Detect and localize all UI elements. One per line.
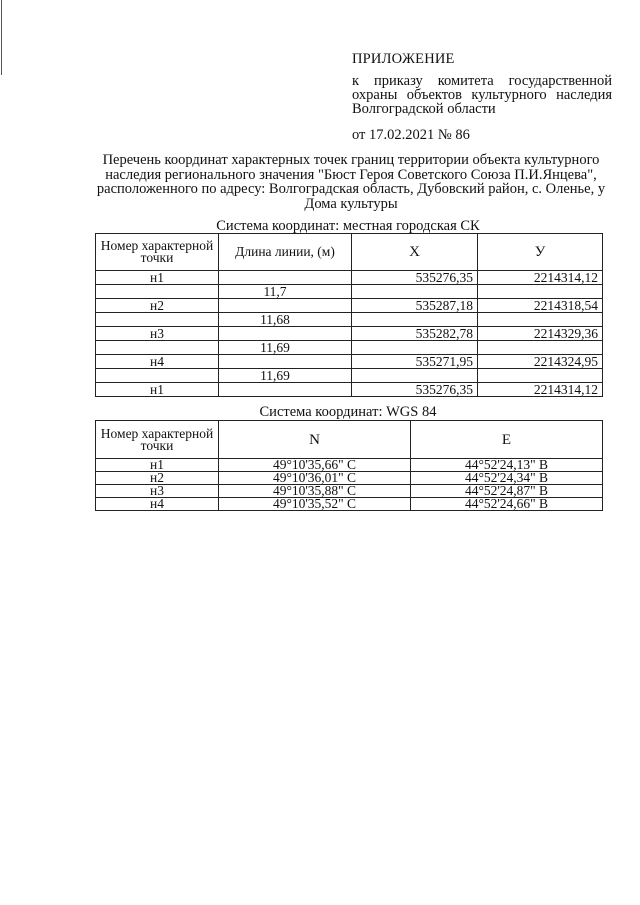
table-row (96, 313, 603, 327)
table-row (96, 299, 603, 313)
point-name: н1 (96, 271, 219, 285)
empty-cell (96, 285, 219, 299)
empty-cell (352, 341, 478, 355)
point-name: н4 (96, 498, 219, 511)
longitude-value: 44°52'24,66" В (411, 498, 603, 511)
document-title: Перечень координат характерных точек границ территории объекта культурного наследия регионального значения "Бюст Героя Советского Союза П.И.Янцева", расположенного по адресу: Волгоградская область, Дубовский район, с. Оленье, у Дома культуры (96, 152, 606, 212)
table-row (96, 355, 603, 369)
empty-cell (478, 285, 603, 299)
appendix-date: от 17.02.2021 № 86 (352, 127, 470, 143)
scan-edge-line (1, 0, 2, 75)
x-value: 535271,95 (352, 355, 478, 369)
header-y: У (478, 234, 603, 271)
empty-cell (478, 369, 603, 383)
empty-cell (352, 369, 478, 383)
empty-cell (96, 369, 219, 383)
longitude-value: 44°52'24,13" В (411, 459, 603, 472)
line-length-value: 11,69 (219, 369, 352, 383)
table-row (96, 383, 603, 397)
table-row (96, 285, 603, 299)
table-row (96, 498, 603, 511)
longitude-value: 44°52'24,87" В (411, 485, 603, 498)
header-x: X (352, 234, 478, 271)
wgs84-coordinates-table (95, 420, 603, 511)
line-length-value: 11,69 (219, 341, 352, 355)
empty-cell (219, 299, 352, 313)
header-latitude: N (219, 421, 411, 459)
y-value: 2214329,36 (478, 327, 603, 341)
latitude-value: 49°10'36,01" С (219, 472, 411, 485)
header-point-number: Номер характерной точки (96, 421, 219, 459)
table-row (96, 271, 603, 285)
wgs84-coordinate-system-caption: Система координат: WGS 84 (259, 404, 437, 420)
latitude-value: 49°10'35,52" С (219, 498, 411, 511)
line-length-value: 11,68 (219, 313, 352, 327)
header-line-length: Длина линии, (м) (219, 234, 352, 271)
local-coordinates-table (95, 233, 603, 397)
empty-cell (96, 313, 219, 327)
appendix-title: ПРИЛОЖЕНИЕ (352, 51, 455, 67)
header-longitude: E (411, 421, 603, 459)
table-header-row (96, 421, 603, 459)
point-name: н2 (96, 472, 219, 485)
table-row (96, 341, 603, 355)
point-name: н1 (96, 459, 219, 472)
empty-cell (352, 313, 478, 327)
local-coordinate-system-caption: Система координат: местная городская СК (216, 218, 480, 234)
y-value: 2214314,12 (478, 383, 603, 397)
empty-cell (478, 313, 603, 327)
point-name: н2 (96, 299, 219, 313)
empty-cell (219, 327, 352, 341)
latitude-value: 49°10'35,88" С (219, 485, 411, 498)
x-value: 535276,35 (352, 383, 478, 397)
point-name: н3 (96, 485, 219, 498)
empty-cell (219, 271, 352, 285)
x-value: 535282,78 (352, 327, 478, 341)
y-value: 2214318,54 (478, 299, 603, 313)
point-name: н4 (96, 355, 219, 369)
empty-cell (352, 285, 478, 299)
latitude-value: 49°10'35,66" С (219, 459, 411, 472)
x-value: 535276,35 (352, 271, 478, 285)
y-value: 2214324,95 (478, 355, 603, 369)
empty-cell (219, 383, 352, 397)
line-length-value: 11,7 (219, 285, 352, 299)
table-row (96, 369, 603, 383)
empty-cell (478, 341, 603, 355)
appendix-reference: к приказу комитета государственной охраны объектов культурного наследия Волгоградской области (352, 73, 612, 117)
longitude-value: 44°52'24,34" В (411, 472, 603, 485)
empty-cell (219, 355, 352, 369)
header-point-number: Номер характерной точки (96, 234, 219, 271)
table-header-row (96, 234, 603, 271)
point-name: н1 (96, 383, 219, 397)
x-value: 535287,18 (352, 299, 478, 313)
table-row (96, 327, 603, 341)
empty-cell (96, 341, 219, 355)
point-name: н3 (96, 327, 219, 341)
y-value: 2214314,12 (478, 271, 603, 285)
